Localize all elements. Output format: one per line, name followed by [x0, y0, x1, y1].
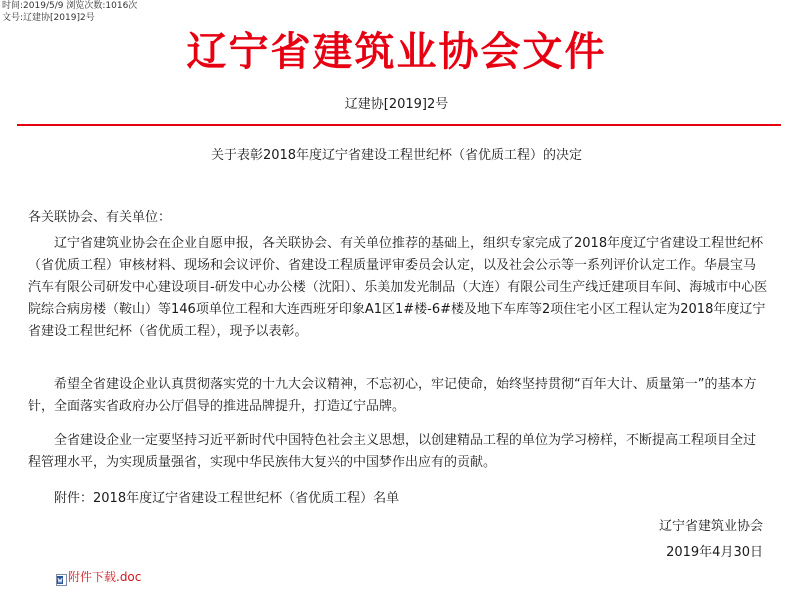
signature-date: 2019年4月30日: [666, 545, 763, 560]
document-number: 辽建协[2019]2号: [344, 97, 449, 112]
attachment-note: 附件：2018年度辽宁省建设工程世纪杯（省优质工程）名单: [54, 491, 400, 506]
meta-time-views: [2, 1, 137, 12]
meta-time-value: 2019/5/9: [23, 1, 64, 11]
red-divider-rule: [17, 124, 781, 126]
meta-docno-value: 辽建协[2019]2号: [23, 13, 95, 23]
meta-docno-label: 文号:: [2, 13, 24, 23]
meta-views-label: 浏览次数:: [66, 1, 106, 11]
word-doc-icon: [56, 571, 67, 583]
meta-views-value: 1016次: [105, 1, 138, 11]
download-label: 附件下载.doc: [68, 570, 142, 584]
masthead-title: 辽宁省建筑业协会文件: [186, 28, 607, 75]
attachment-download-link[interactable]: [56, 569, 141, 585]
document-title: 关于表彰2018年度辽宁省建设工程世纪杯（省优质工程）的决定: [210, 148, 583, 163]
body-paragraph-3: 全省建设企业一定要坚持习近平新时代中国特色社会主义思想，以创建精品工程的单位为学习榜样，不断提高工程项目全过程管理水平，为实现质量强省，实现中华民族伟大复兴的中国梦作出应有的贡献。: [28, 433, 757, 470]
meta-doc-number: [2, 13, 95, 24]
body-paragraph-1: 辽宁省建筑业协会在企业自愿申报，各关联协会、有关单位推荐的基础上，组织专家完成了2018年度辽宁省建设工程世纪杯（省优质工程）审核材料、现场和会议评价、省建设工程质量评审委员会认定，以及社会公示等一系列评价认定工作。华晨宝马汽车有限公司研发中心建设项目-研发中心办公楼（沈阳）、乐美加发光制品（大连）有限公司生产线迁建项目车间、海城市中心医院综合病房楼（鞍山）等146项单位工程和大连西班牙印象A1区1#楼-6#楼及地下车库等2项住宅小区工程认定为2018年度辽宁省建设工程世纪杯（省优质工程），现予以表彰。: [28, 236, 768, 339]
salutation: 各关联协会、有关单位：: [28, 210, 172, 225]
signature-organization: 辽宁省建筑业协会: [658, 519, 763, 534]
body-paragraph-2: 希望全省建设企业认真贯彻落实党的十九大会议精神，不忘初心，牢记使命，始终坚持贯彻“百年大计、质量第一”的基本方针，全面落实省政府办公厅倡导的推进品牌提升，打造辽宁品牌。: [28, 377, 757, 414]
meta-time-label: 时间:: [2, 1, 24, 11]
